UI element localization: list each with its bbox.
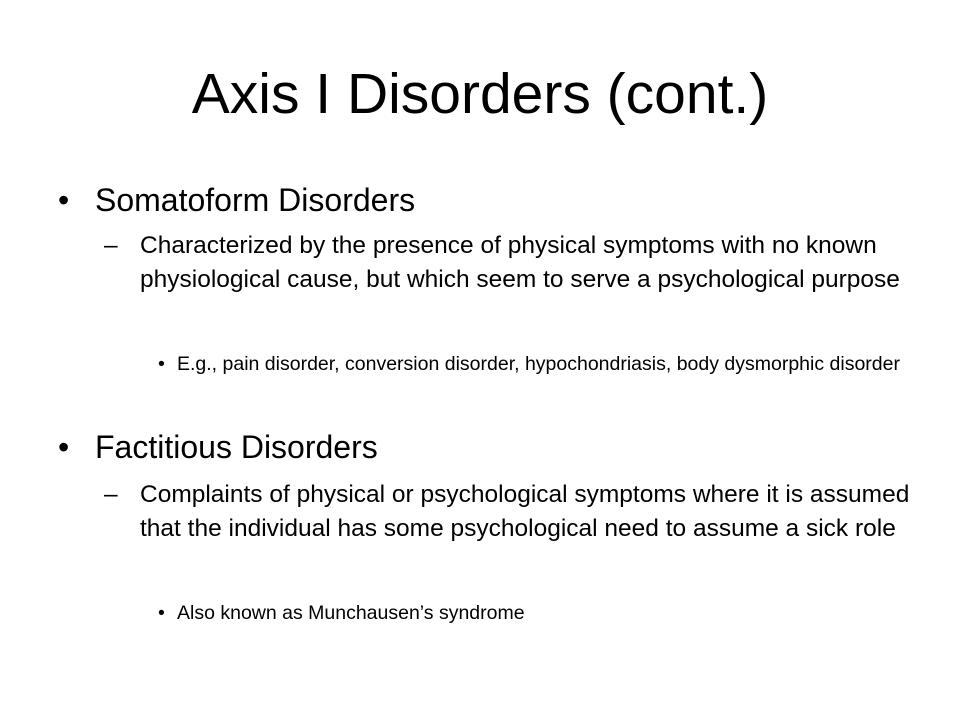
description-text: Characterized by the presence of physical symptoms with no known physiological cause, but which seem to serve a psychological purpose [140,232,900,293]
section-heading: Factitious Disorders [95,429,378,465]
example-text: E.g., pain disorder, conversion disorder, hypochondriasis, body dysmorphic disorder [177,353,900,375]
slide-title: Axis I Disorders (cont.) [191,62,769,126]
dot-marker: • [158,602,165,624]
subpoint-factitious-description [104,478,914,546]
dash-marker: – [104,481,118,508]
bullet-marker: • [58,182,70,218]
dot-marker: • [158,353,165,375]
example-text: Also known as Munchausen’s syndrome [177,602,525,624]
example-somatoform [158,351,918,377]
dash-marker: – [104,232,118,259]
example-factitious [158,600,918,626]
subpoint-somatoform-description [104,229,914,297]
bullet-marker: • [58,429,70,465]
description-text: Complaints of physical or psychological symptoms where it is assumed that the individual has some psychological need to assume a sick role [140,481,910,542]
section-heading: Somatoform Disorders [95,182,416,218]
